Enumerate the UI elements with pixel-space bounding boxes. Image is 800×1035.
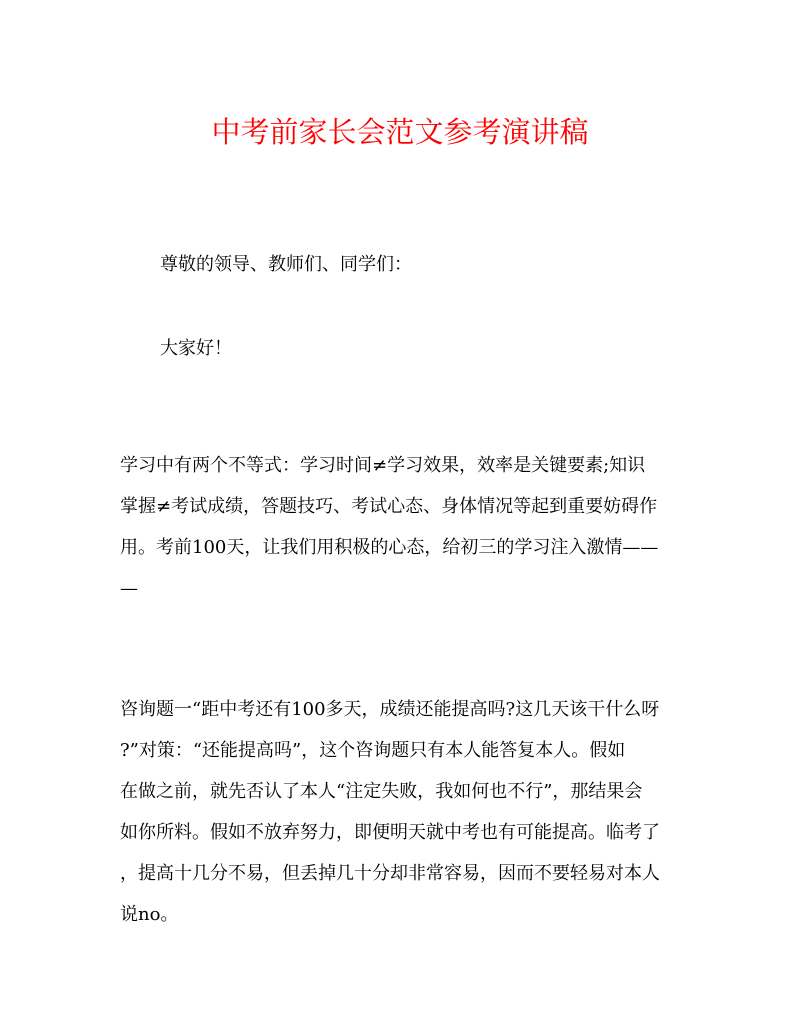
document-title: 中考前家长会范文参考演讲稿 xyxy=(211,115,589,149)
paragraph-2-line: ?”对策：“还能提高吗”，这个咨询题只有本人能答复本人。假如 xyxy=(120,740,626,761)
paragraph-1 xyxy=(120,450,680,604)
hello-text: 大家好！ xyxy=(160,338,232,359)
paragraph-2 xyxy=(120,694,680,930)
paragraph-1-line: 用。考前100天，让我们用积极的心态，给初三的学习注入激情—— xyxy=(120,537,659,558)
paragraph-2-line: 如你所料。假如不放弃努力，即便明天就中考也有可能提高。临考了 xyxy=(120,822,660,843)
greeting-line xyxy=(160,249,720,280)
hello-line xyxy=(160,333,720,364)
paragraph-1-line: 学习中有两个不等式：学习时间≠学习效果，效率是关键要素;知识 xyxy=(120,455,646,476)
paragraph-1-line: — xyxy=(120,578,138,599)
paragraph-2-line: 在做之前，就先否认了本人“注定失败，我如何也不行”，那结果会 xyxy=(120,781,643,802)
paragraph-2-line: 说no。 xyxy=(120,904,179,925)
greeting-text: 尊敬的领导、教师们、同学们： xyxy=(160,254,412,275)
paragraph-2-line: ，提高十几分不易，但丢掉几十分却非常容易，因而不要轻易对本人 xyxy=(120,863,660,884)
paragraph-2-line: 咨询题一“距中考还有100多天，成绩还能提高吗?这几天该干什么呀 xyxy=(120,699,660,720)
paragraph-1-line: 掌握≠考试成绩，答题技巧、考试心态、身体情况等起到重要妨碍作 xyxy=(120,496,658,517)
